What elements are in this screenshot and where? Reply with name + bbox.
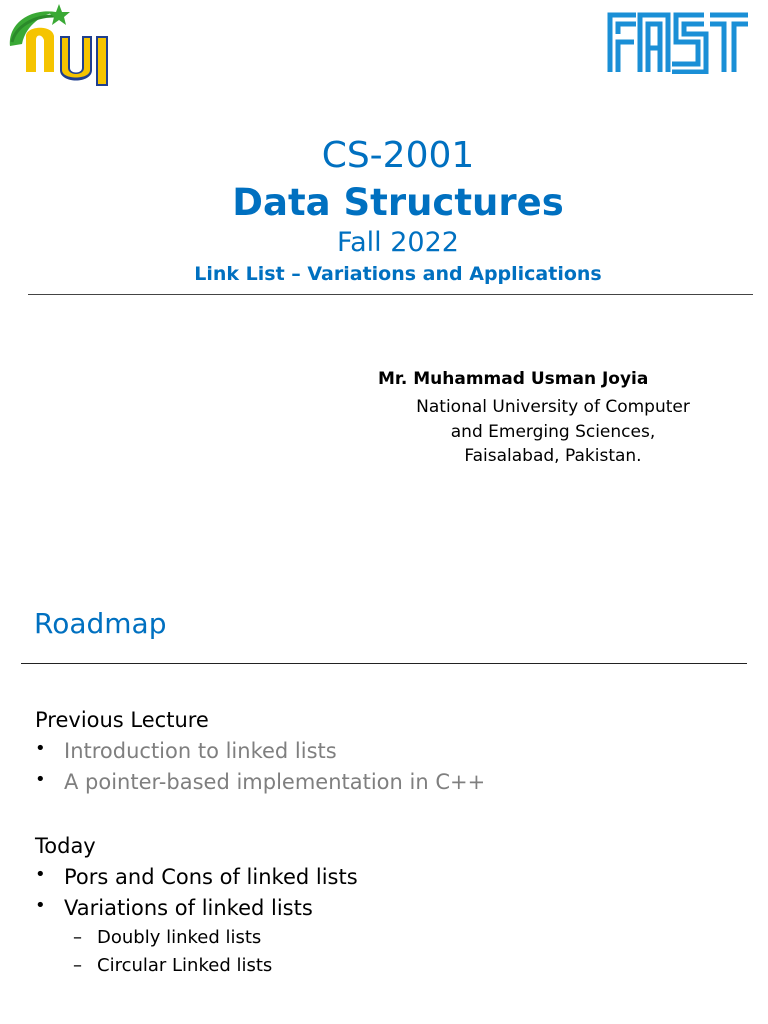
bullet-icon: • bbox=[35, 769, 46, 790]
sub-list-item bbox=[73, 927, 261, 949]
roadmap-title: Roadmap bbox=[34, 607, 167, 640]
sub-list-item-label: Doubly linked lists bbox=[97, 927, 262, 948]
bullet-icon: • bbox=[35, 864, 46, 885]
nu-logo bbox=[4, 2, 112, 90]
affiliation-line: and Emerging Sciences, bbox=[450, 421, 656, 442]
previous-lecture-heading: Previous Lecture bbox=[35, 708, 209, 732]
list-item-label: Introduction to linked lists bbox=[64, 739, 337, 763]
today-heading: Today bbox=[35, 834, 96, 858]
nu-logo-icon bbox=[4, 2, 112, 90]
list-item-label: Variations of linked lists bbox=[64, 896, 313, 920]
sub-list-item bbox=[73, 955, 272, 977]
list-item bbox=[35, 864, 358, 890]
roadmap-divider bbox=[21, 663, 747, 664]
list-item bbox=[35, 769, 485, 795]
affiliation-line: National University of Computer bbox=[416, 397, 690, 417]
title-divider bbox=[28, 294, 753, 295]
presenter-affiliation bbox=[390, 395, 716, 469]
list-item-label: A pointer-based implementation in C++ bbox=[64, 770, 486, 794]
presenter-name: Mr. Muhammad Usman Joyia bbox=[378, 369, 649, 389]
course-title: Data Structures bbox=[232, 181, 564, 224]
list-item bbox=[35, 738, 337, 764]
fast-logo-icon bbox=[606, 12, 750, 74]
affiliation-line: Faisalabad, Pakistan. bbox=[464, 446, 642, 466]
sub-list-item-label: Circular Linked lists bbox=[97, 955, 273, 976]
dash-icon: – bbox=[73, 927, 82, 948]
lecture-subtitle: Link List – Variations and Applications bbox=[194, 263, 602, 285]
dash-icon: – bbox=[73, 955, 82, 976]
bullet-icon: • bbox=[35, 895, 46, 916]
course-code: CS-2001 bbox=[321, 135, 475, 176]
term: Fall 2022 bbox=[337, 227, 459, 258]
list-item bbox=[35, 895, 313, 921]
list-item-label: Pors and Cons of linked lists bbox=[64, 865, 358, 889]
bullet-icon: • bbox=[35, 738, 46, 759]
fast-logo bbox=[606, 12, 750, 74]
